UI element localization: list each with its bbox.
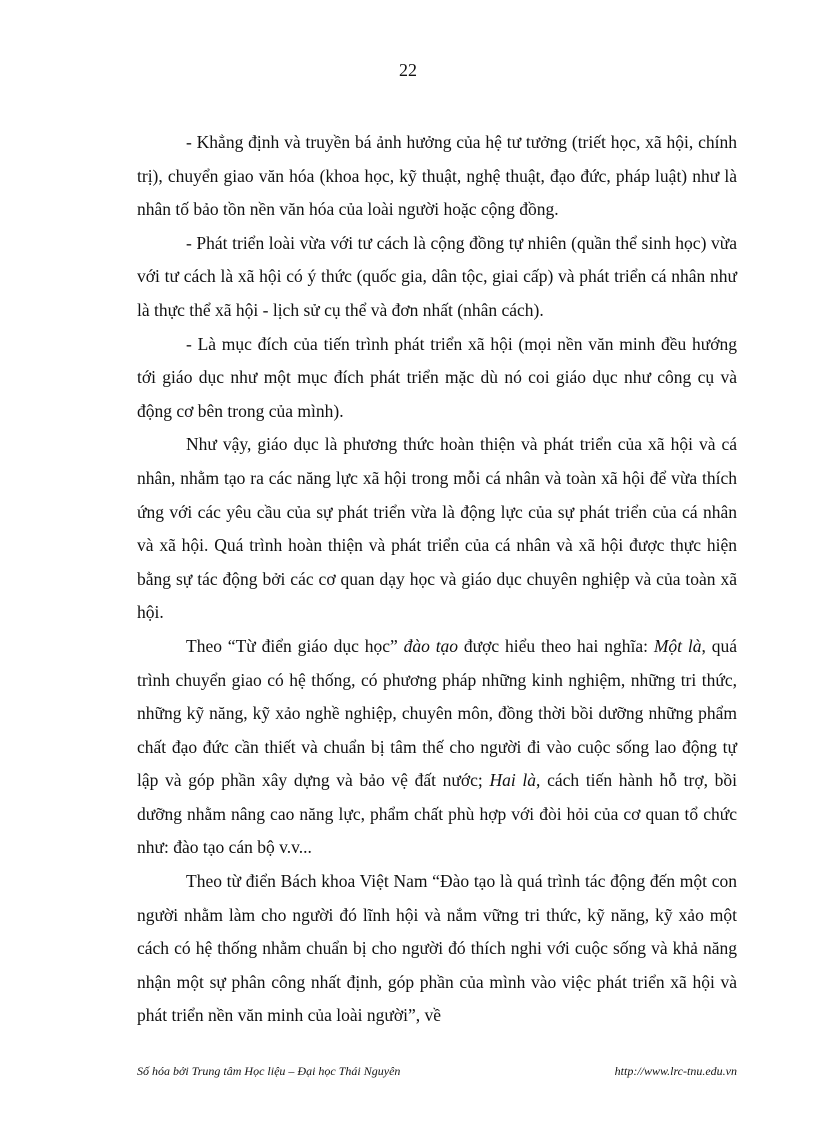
footer-url[interactable]: http://www.lrc-tnu.edu.vn (614, 1064, 737, 1078)
paragraph-2: - Phát triển loài vừa với tư cách là cộng đồng tự nhiên (quần thể sinh học) vừa với tư cách là xã hội có ý thức (quốc gia, dân tộc, giai cấp) và phát triển cá nhân như là thực thể xã hội - lịch sử cụ thể và đơn nhất (nhân cách). (137, 232, 737, 320)
page-number: 22 (399, 60, 417, 80)
footer-source: Số hóa bởi Trung tâm Học liệu – Đại học Thái Nguyên (137, 1064, 401, 1078)
italic-term-hai-la: Hai là (489, 770, 537, 791)
italic-term-dao-tao: đào tạo (403, 635, 459, 656)
italic-term-mot-la: Một là (653, 635, 702, 656)
paragraph-3: - Là mục đích của tiến trình phát triển xã hội (mọi nền văn minh đều hướng tới giáo dục như một mục đích phát triển mặc dù nó coi giáo dục như công cụ và động cơ bên trong của mình). (137, 333, 737, 421)
paragraph-1: - Khẳng định và truyền bá ảnh hưởng của hệ tư tưởng (triết học, xã hội, chính trị), chuyển giao văn hóa (khoa học, kỹ thuật, nghệ thuật, đạo đức, pháp luật) như là nhân tố bảo tồn nền văn hóa của loài người hoặc cộng đồng. (137, 132, 737, 220)
text-run: Theo “Từ điển giáo dục học” (186, 635, 404, 656)
text-run: , cách tiến hành hỗ trợ, bồi dưỡng nhằm nâng cao năng lực, phẩm chất phù hợp với đòi hỏi của cơ quan tổ chức như: đào tạo cán bộ v.v... (137, 770, 737, 858)
paragraph-4: Như vậy, giáo dục là phương thức hoàn thiện và phát triển của xã hội và cá nhân, nhằm tạo ra các năng lực xã hội trong mỗi cá nhân và toàn xã hội để vừa thích ứng với các yêu cầu của sự phát triển vừa là động lực của sự phát triển của cá nhân và xã hội. Quá trình hoàn thiện và phát triển của cá nhân và xã hội được thực hiện bằng sự tác động bởi các cơ quan dạy học và giáo dục chuyên nghiệp và của toàn xã hội. (137, 434, 737, 623)
paragraph-5 (137, 630, 737, 865)
text-run: , quá trình chuyển giao có hệ thống, có phương pháp những kinh nghiệm, những tri thức, những kỹ năng, kỹ xảo nghề nghiệp, chuyên môn, đồng thời bồi dưỡng những phẩm chất đạo đức cần thiết và chuẩn bị tâm thế cho người đi vào cuộc sống lao động tự lập và góp phần xây dựng và bảo vệ đất nước; (137, 635, 737, 791)
page-footer (137, 1064, 737, 1079)
document-body (137, 126, 737, 1033)
text-run: được hiểu theo hai nghĩa: (458, 635, 654, 656)
paragraph-6: Theo từ điển Bách khoa Việt Nam “Đào tạo là quá trình tác động đến một con người nhằm làm cho người đó lĩnh hội và nắm vững tri thức, kỹ năng, kỹ xảo một cách có hệ thống nhằm chuẩn bị cho người đó thích nghi với cuộc sống và khả năng nhận một sự phân công nhất định, góp phần của mình vào việc phát triển xã hội và phát triển nền văn minh của loài người”, về (137, 871, 737, 1026)
